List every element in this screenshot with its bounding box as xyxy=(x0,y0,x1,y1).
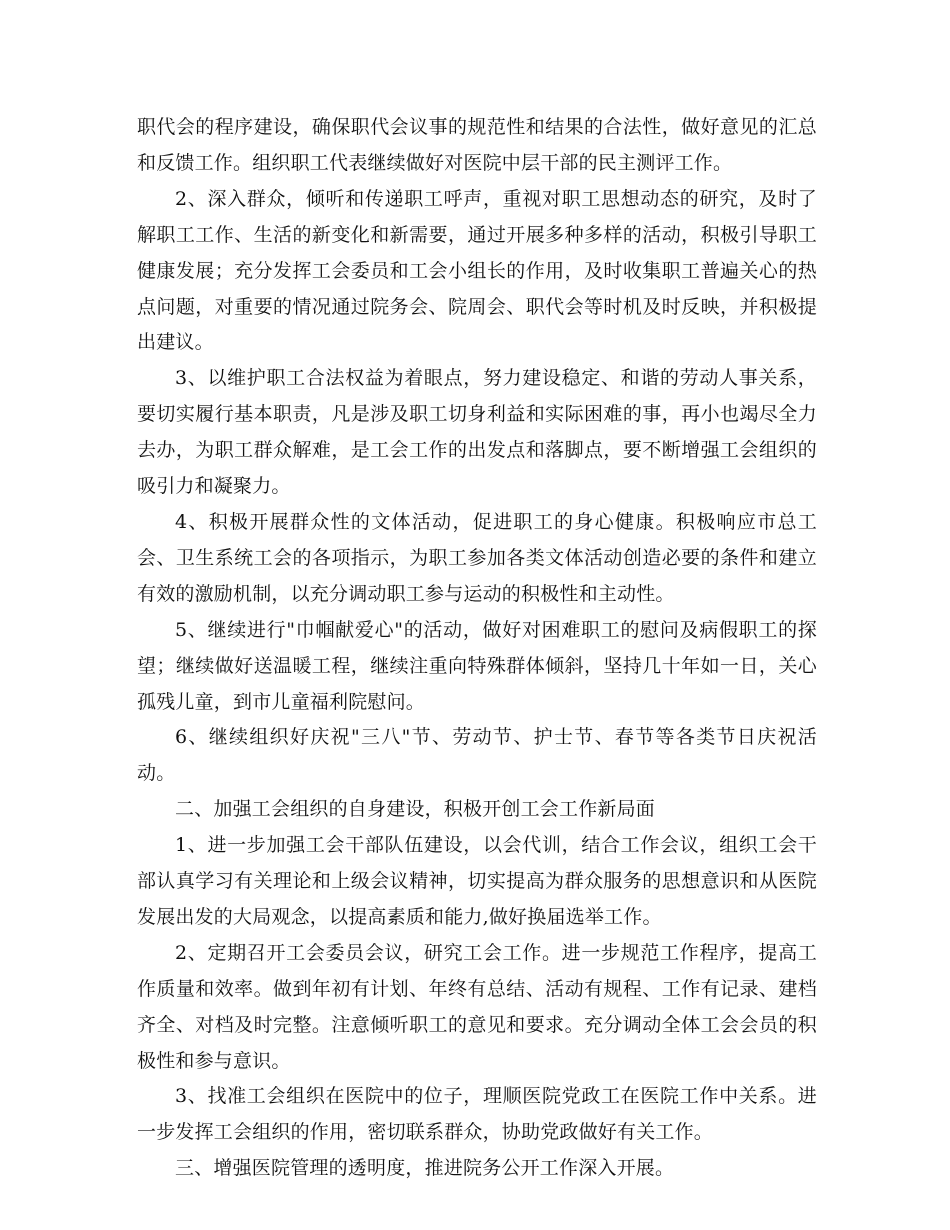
paragraph-section2-item-1: 1、进一步加强工会干部队伍建设，以会代训，结合工作会议，组织工会干部认真学习有关理论和上级会议精神，切实提高为群众服务的思想意识和从医院发展出发的大局观念，以提高素质和能力,做好换届选举工作。 xyxy=(137,834,817,928)
paragraph-section2-item-2: 2、定期召开工会委员会议，研究工会工作。进一步规范工作程序，提高工作质量和效率。做到年初有计划、年终有总结、活动有规程、工作有记录、建档齐全、对档及时完整。注意倾听职工的意见和要求。充分调动全体工会会员的积极性和参与意识。 xyxy=(137,941,817,1072)
paragraph-item-6: 6、继续组织好庆祝"三八"节、劳动节、护士节、春节等各类节日庆祝活动。 xyxy=(137,726,817,785)
paragraph-item-4: 4、积极开展群众性的文体活动，促进职工的身心健康。积极响应市总工会、卫生系统工会的各项指示，为职工参加各类文体活动创造必要的条件和建立有效的激励机制，以充分调动职工参与运动的积极性和主动性。 xyxy=(137,510,817,605)
paragraph-item-2: 2、深入群众，倾听和传递职工呼声，重视对职工思想动态的研究，及时了解职工工作、生活的新变化和新需要，通过开展多种多样的活动，积极引导职工健康发展；充分发挥工会委员和工会小组长的作用，及时收集职工普遍关心的热点问题，对重要的情况通过院务会、院周会、职代会等时机及时反映，并积极提出建议。 xyxy=(137,187,817,354)
section-heading-2: 二、加强工会组织的自身建设，积极开创工会工作新局面 xyxy=(175,798,656,821)
section-heading-3: 三、增强医院管理的透明度，推进院务公开工作深入开展。 xyxy=(175,1157,675,1180)
paragraph-continuation: 职代会的程序建设，确保职代会议事的规范性和结果的合法性，做好意见的汇总和反馈工作。组织职工代表继续做好对医院中层干部的民主测评工作。 xyxy=(137,116,817,174)
document-body xyxy=(137,110,817,1187)
paragraph-item-3: 3、以维护职工合法权益为着眼点，努力建设稳定、和谐的劳动人事关系，要切实履行基本职责，凡是涉及职工切身利益和实际困难的事，再小也竭尽全力去办，为职工群众解难，是工会工作的出发点和落脚点，要不断增强工会组织的吸引力和凝聚力。 xyxy=(137,367,817,498)
paragraph-section2-item-3: 3、找准工会组织在医院中的位子，理顺医院党政工在医院工作中关系。进一步发挥工会组织的作用，密切联系群众，协助党政做好有关工作。 xyxy=(137,1085,817,1144)
paragraph-item-5: 5、继续进行"巾帼献爱心"的活动，做好对困难职工的慰问及病假职工的探望；继续做好送温暖工程，继续注重向特殊群体倾斜，坚持几十年如一日，关心孤残儿童，到市儿童福利院慰问。 xyxy=(137,618,817,713)
